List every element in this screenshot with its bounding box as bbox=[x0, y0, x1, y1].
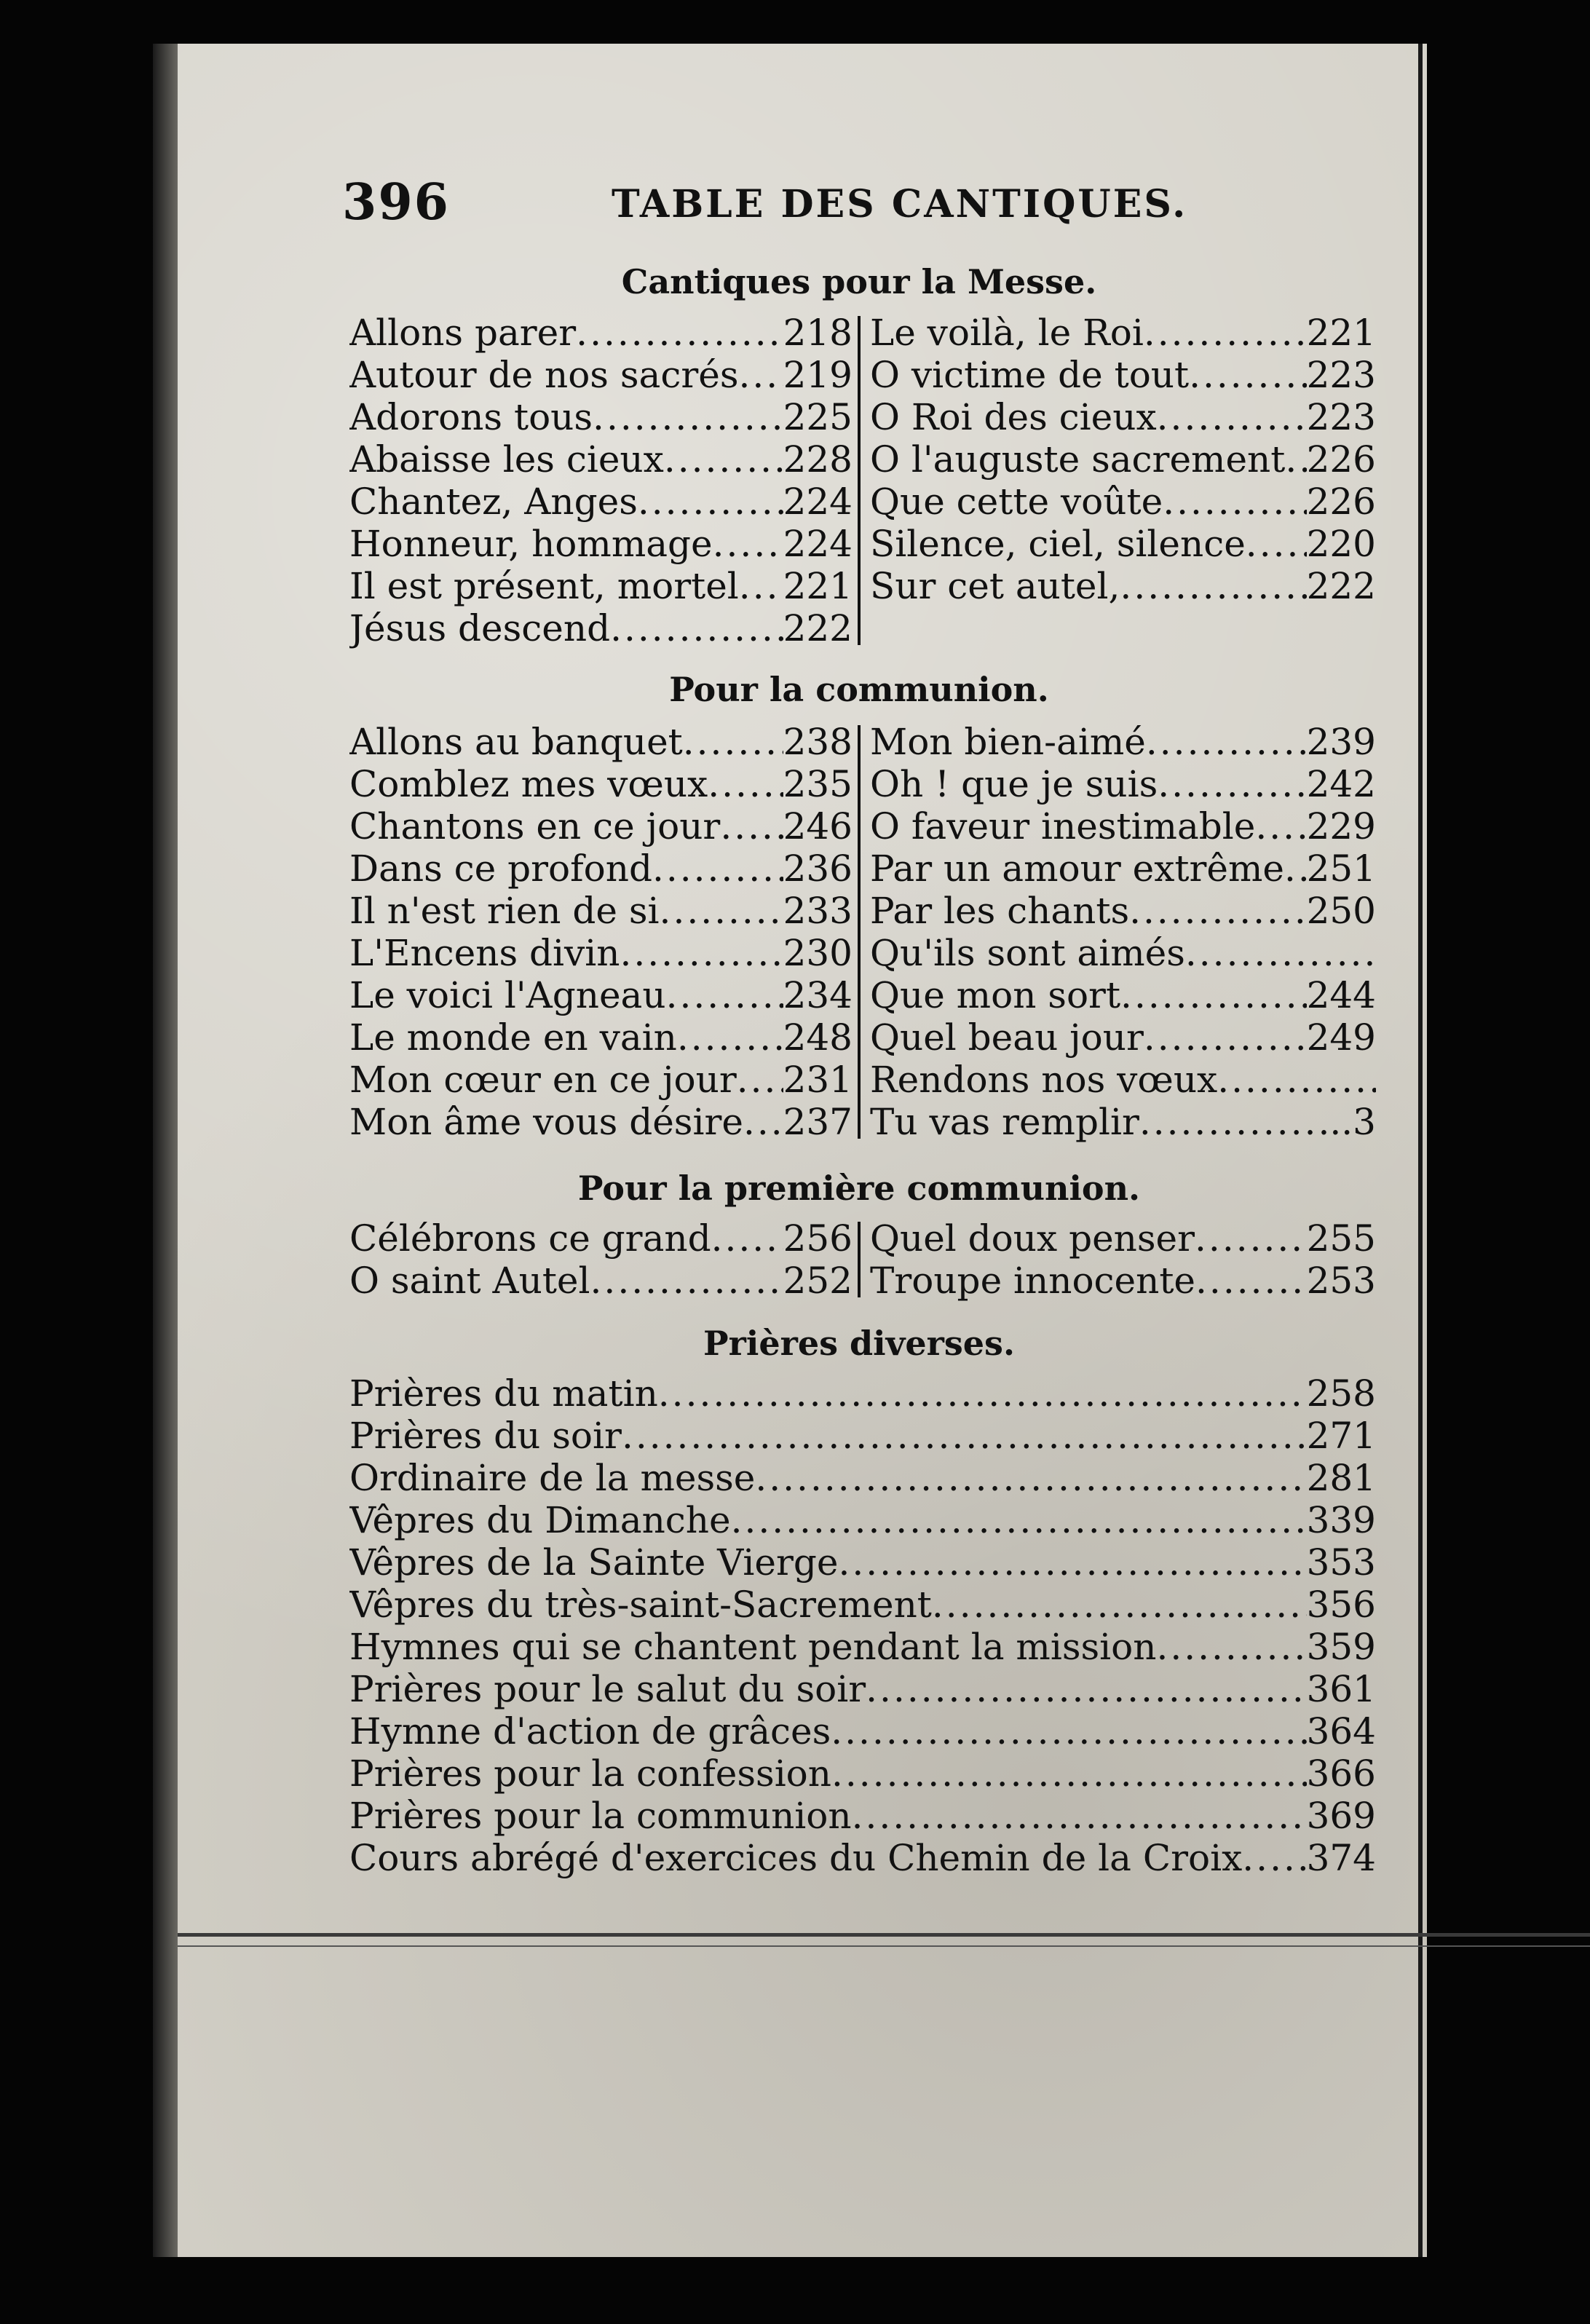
entry-title: Comblez mes vœux bbox=[349, 763, 708, 805]
index-entry bbox=[349, 763, 863, 805]
entry-page-number: 356 bbox=[1306, 1584, 1376, 1626]
entry-page-number: 226 bbox=[1306, 481, 1376, 523]
prayer-entry bbox=[349, 1710, 1376, 1752]
entry-title: Prières du soir bbox=[349, 1415, 622, 1457]
entry-title: Allons parer bbox=[349, 312, 577, 354]
entry-page-number: ...3 bbox=[1318, 1101, 1376, 1143]
entry-page-number: 252 bbox=[783, 1260, 853, 1302]
dot-leader bbox=[720, 805, 783, 847]
dot-leader bbox=[1146, 721, 1307, 763]
entry-title: Par les chants bbox=[870, 890, 1130, 932]
dot-leader bbox=[731, 1499, 1307, 1541]
entry-page-number: 235 bbox=[783, 763, 853, 805]
entry-page-number: 366 bbox=[1306, 1752, 1376, 1795]
prayer-entry bbox=[349, 1457, 1376, 1499]
entry-page-number: 233 bbox=[783, 890, 853, 932]
index-entry bbox=[349, 1059, 863, 1101]
index-entry bbox=[863, 1059, 1376, 1101]
index-entry bbox=[349, 1217, 863, 1260]
index-entry bbox=[863, 890, 1376, 932]
entry-page-number: 228 bbox=[783, 438, 853, 481]
entry-page-number: 246 bbox=[783, 805, 853, 847]
dot-leader bbox=[866, 1668, 1306, 1710]
index-entry bbox=[863, 805, 1376, 847]
dot-leader bbox=[713, 523, 783, 565]
entry-title: Mon cœur en ce jour bbox=[349, 1059, 737, 1101]
entry-page-number: 224 bbox=[783, 523, 853, 565]
index-entry bbox=[863, 481, 1376, 523]
entry-title: Chantons en ce jour bbox=[349, 805, 721, 847]
dot-leader bbox=[1217, 1059, 1376, 1101]
prayers-list bbox=[349, 1372, 1376, 1879]
dot-leader bbox=[739, 565, 783, 607]
page-bottom-rule bbox=[178, 1933, 1590, 1937]
index-grid-messe bbox=[349, 312, 1376, 649]
film-edge-rule bbox=[1418, 44, 1423, 2257]
entry-title: Le monde en vain bbox=[349, 1016, 677, 1059]
index-entry bbox=[863, 1260, 1376, 1302]
entry-title: Ordinaire de la messe bbox=[349, 1457, 756, 1499]
dot-leader bbox=[1120, 565, 1306, 607]
entry-page-number: 359 bbox=[1306, 1626, 1376, 1668]
dot-leader bbox=[932, 1584, 1307, 1626]
running-title: TABLE DES CANTIQUES. bbox=[612, 182, 1188, 226]
dot-leader bbox=[1185, 932, 1376, 974]
entry-page-number: 231 bbox=[783, 1059, 853, 1101]
section-title-communion: Pour la communion. bbox=[669, 670, 1049, 709]
index-entry bbox=[863, 1016, 1376, 1059]
entry-title: Il n'est rien de si bbox=[349, 890, 660, 932]
entry-title: Que cette voûte bbox=[870, 481, 1163, 523]
entry-title: Hymnes qui se chantent pendant la mission bbox=[349, 1626, 1157, 1668]
entry-page-number: 256 bbox=[783, 1217, 853, 1260]
index-entry bbox=[349, 481, 863, 523]
entry-page-number: 237 bbox=[783, 1101, 853, 1143]
entry-page-number: 218 bbox=[783, 312, 853, 354]
entry-page-number: 244 bbox=[1306, 974, 1376, 1016]
entry-page-number: 222 bbox=[1306, 565, 1376, 607]
entry-page-number: 281 bbox=[1306, 1457, 1376, 1499]
index-entry bbox=[863, 354, 1376, 396]
entry-page-number: 251 bbox=[1306, 847, 1376, 890]
index-entry bbox=[349, 396, 863, 438]
index-grid-communion bbox=[349, 721, 1376, 1143]
entry-page-number: 361 bbox=[1306, 1668, 1376, 1710]
dot-leader bbox=[1284, 847, 1307, 890]
entry-title: Jésus descend bbox=[349, 607, 611, 649]
index-entry bbox=[863, 565, 1376, 607]
dot-leader bbox=[831, 1752, 1307, 1795]
prayer-entry bbox=[349, 1541, 1376, 1584]
dot-leader bbox=[1139, 1101, 1318, 1143]
dot-leader bbox=[852, 1795, 1307, 1837]
entry-title: O Roi des cieux bbox=[870, 396, 1157, 438]
entry-title: Autour de nos sacrés bbox=[349, 354, 739, 396]
entry-page-number: 223 bbox=[1306, 354, 1376, 396]
entry-title: Troupe innocente bbox=[870, 1260, 1196, 1302]
entry-title: Tu vas remplir bbox=[870, 1101, 1139, 1143]
prayer-entry bbox=[349, 1584, 1376, 1626]
dot-leader bbox=[593, 396, 783, 438]
index-entry bbox=[863, 932, 1376, 974]
entry-title: O victime de tout bbox=[870, 354, 1190, 396]
dot-leader bbox=[1156, 1626, 1306, 1668]
entry-page-number: 225 bbox=[783, 396, 853, 438]
index-entry bbox=[349, 847, 863, 890]
dot-leader bbox=[708, 763, 783, 805]
index-entry bbox=[863, 763, 1376, 805]
dot-leader bbox=[590, 1260, 783, 1302]
entry-title: Quel beau jour bbox=[870, 1016, 1144, 1059]
entry-page-number: 223 bbox=[1306, 396, 1376, 438]
entry-page-number: 364 bbox=[1306, 1710, 1376, 1752]
entry-title: Silence, ciel, silence bbox=[870, 523, 1246, 565]
dot-leader bbox=[666, 974, 783, 1016]
dot-leader bbox=[1195, 1217, 1307, 1260]
dot-leader bbox=[755, 1457, 1306, 1499]
index-entry bbox=[349, 438, 863, 481]
entry-title: Vêpres du très-saint-Sacrement bbox=[349, 1584, 932, 1626]
dot-leader bbox=[738, 354, 783, 396]
prayer-entry bbox=[349, 1626, 1376, 1668]
entry-title: Abaisse les cieux bbox=[349, 438, 664, 481]
entry-page-number: 236 bbox=[783, 847, 853, 890]
index-entry bbox=[863, 847, 1376, 890]
index-entry bbox=[349, 890, 863, 932]
entry-title: Cours abrégé d'exercices du Chemin de la Croix bbox=[349, 1837, 1243, 1879]
index-entry bbox=[863, 721, 1376, 763]
index-entry bbox=[349, 1101, 863, 1143]
page-header bbox=[342, 173, 1376, 239]
index-entry bbox=[349, 932, 863, 974]
dot-leader bbox=[1158, 763, 1306, 805]
entry-page-number: 221 bbox=[1306, 312, 1376, 354]
dot-leader bbox=[1189, 354, 1306, 396]
dot-leader bbox=[838, 1541, 1306, 1584]
entry-title: Oh ! que je suis bbox=[870, 763, 1158, 805]
prayer-entry bbox=[349, 1415, 1376, 1457]
entry-page-number: 250 bbox=[1306, 890, 1376, 932]
index-entry bbox=[349, 565, 863, 607]
section-title-prieres: Prières diverses. bbox=[703, 1324, 1015, 1363]
entry-title: Hymne d'action de grâces bbox=[349, 1710, 831, 1752]
entry-title: Qu'ils sont aimés bbox=[870, 932, 1185, 974]
index-entry bbox=[863, 312, 1376, 354]
prayer-entry bbox=[349, 1795, 1376, 1837]
entry-page-number: 229 bbox=[1306, 805, 1376, 847]
entry-page-number: 224 bbox=[783, 481, 853, 523]
index-entry bbox=[863, 1101, 1376, 1143]
dot-leader bbox=[1144, 312, 1307, 354]
dot-leader bbox=[1246, 523, 1307, 565]
entry-page-number: 353 bbox=[1306, 1541, 1376, 1584]
entry-title: Honneur, hommage bbox=[349, 523, 713, 565]
entry-title: Célébrons ce grand bbox=[349, 1217, 711, 1260]
index-entry bbox=[349, 805, 863, 847]
entry-title: Allons au banquet bbox=[349, 721, 683, 763]
entry-title: Mon âme vous désire bbox=[349, 1101, 743, 1143]
index-entry bbox=[349, 1016, 863, 1059]
entry-title: Prières du matin bbox=[349, 1372, 658, 1415]
entry-page-number: 248 bbox=[783, 1016, 853, 1059]
dot-leader bbox=[1242, 1837, 1306, 1879]
entry-title: Prières pour le salut du soir bbox=[349, 1668, 866, 1710]
entry-title: O faveur inestimable bbox=[870, 805, 1256, 847]
entry-title: Rendons nos vœux bbox=[870, 1059, 1218, 1101]
prayer-entry bbox=[349, 1752, 1376, 1795]
dot-leader bbox=[743, 1101, 783, 1143]
entry-page-number: 222 bbox=[783, 607, 853, 649]
index-entry bbox=[863, 396, 1376, 438]
dot-leader bbox=[620, 932, 783, 974]
page-number: 396 bbox=[342, 173, 450, 232]
entry-page-number: 239 bbox=[1306, 721, 1376, 763]
entry-title: Le voilà, le Roi bbox=[870, 312, 1144, 354]
entry-title: Dans ce profond bbox=[349, 847, 652, 890]
entry-title: O saint Autel bbox=[349, 1260, 590, 1302]
entry-title: Sur cet autel, bbox=[870, 565, 1120, 607]
entry-title: Par un amour extrême bbox=[870, 847, 1284, 890]
index-entry bbox=[349, 523, 863, 565]
prayer-entry bbox=[349, 1499, 1376, 1541]
dot-leader bbox=[683, 721, 783, 763]
index-grid-premiere-communion bbox=[349, 1217, 1376, 1302]
dot-leader bbox=[1255, 805, 1306, 847]
dot-leader bbox=[737, 1059, 783, 1101]
dot-leader bbox=[1163, 481, 1306, 523]
index-entry bbox=[863, 1217, 1376, 1260]
entry-page-number: 258 bbox=[1306, 1372, 1376, 1415]
page-gutter-shadow bbox=[153, 44, 178, 2257]
index-entry bbox=[863, 523, 1376, 565]
dot-leader bbox=[1195, 1260, 1307, 1302]
entry-page-number: 374 bbox=[1306, 1837, 1376, 1879]
entry-page-number: 255 bbox=[1306, 1217, 1376, 1260]
dot-leader bbox=[652, 847, 783, 890]
entry-page-number: 234 bbox=[783, 974, 853, 1016]
dot-leader bbox=[660, 890, 783, 932]
page-bottom-rule-secondary bbox=[178, 1945, 1590, 1947]
entry-title: Prières pour la communion bbox=[349, 1795, 852, 1837]
index-entry bbox=[863, 974, 1376, 1016]
index-entry bbox=[863, 607, 1376, 649]
dot-leader bbox=[1129, 890, 1306, 932]
entry-page-number: 253 bbox=[1306, 1260, 1376, 1302]
entry-page-number: 339 bbox=[1306, 1499, 1376, 1541]
entry-page-number: 369 bbox=[1306, 1795, 1376, 1837]
index-entry bbox=[349, 354, 863, 396]
prayer-entry bbox=[349, 1668, 1376, 1710]
dot-leader bbox=[1285, 438, 1306, 481]
index-entry bbox=[349, 721, 863, 763]
entry-title: O l'auguste sacrement bbox=[870, 438, 1286, 481]
index-entry bbox=[349, 607, 863, 649]
section-title-messe: Cantiques pour la Messe. bbox=[621, 262, 1097, 301]
entry-title: Que mon sort bbox=[870, 974, 1121, 1016]
entry-title: Quel doux penser bbox=[870, 1217, 1195, 1260]
dot-leader bbox=[831, 1710, 1306, 1752]
section-title-premiere-communion: Pour la première communion. bbox=[577, 1169, 1141, 1208]
dot-leader bbox=[658, 1372, 1307, 1415]
dot-leader bbox=[664, 438, 783, 481]
entry-page-number: 249 bbox=[1306, 1016, 1376, 1059]
entry-page-number: 230 bbox=[783, 932, 853, 974]
prayer-entry bbox=[349, 1372, 1376, 1415]
dot-leader bbox=[677, 1016, 783, 1059]
entry-title: Vêpres de la Sainte Vierge bbox=[349, 1541, 839, 1584]
entry-page-number: 242 bbox=[1306, 763, 1376, 805]
dot-leader bbox=[610, 607, 783, 649]
entry-title: Adorons tous bbox=[349, 396, 593, 438]
entry-page-number: 271 bbox=[1306, 1415, 1376, 1457]
index-entry bbox=[349, 974, 863, 1016]
prayer-entry bbox=[349, 1837, 1376, 1879]
index-entry bbox=[349, 312, 863, 354]
index-entry bbox=[349, 1260, 863, 1302]
dot-leader bbox=[576, 312, 783, 354]
entry-title: Vêpres du Dimanche bbox=[349, 1499, 731, 1541]
entry-title: L'Encens divin bbox=[349, 932, 620, 974]
dot-leader bbox=[622, 1415, 1307, 1457]
entry-page-number: 226 bbox=[1306, 438, 1376, 481]
index-entry bbox=[863, 438, 1376, 481]
dot-leader bbox=[1144, 1016, 1307, 1059]
entry-page-number: 221 bbox=[783, 565, 853, 607]
entry-page-number: 220 bbox=[1306, 523, 1376, 565]
entry-title: Chantez, Anges bbox=[349, 481, 638, 523]
entry-title: Il est présent, mortel bbox=[349, 565, 739, 607]
dot-leader bbox=[638, 481, 783, 523]
dot-leader bbox=[1157, 396, 1307, 438]
dot-leader bbox=[711, 1217, 783, 1260]
entry-page-number: 238 bbox=[783, 721, 853, 763]
dot-leader bbox=[1120, 974, 1307, 1016]
entry-page-number: 219 bbox=[783, 354, 853, 396]
entry-title: Le voici l'Agneau bbox=[349, 974, 666, 1016]
entry-title: Prières pour la confession bbox=[349, 1752, 831, 1795]
entry-title: Mon bien-aimé bbox=[870, 721, 1146, 763]
